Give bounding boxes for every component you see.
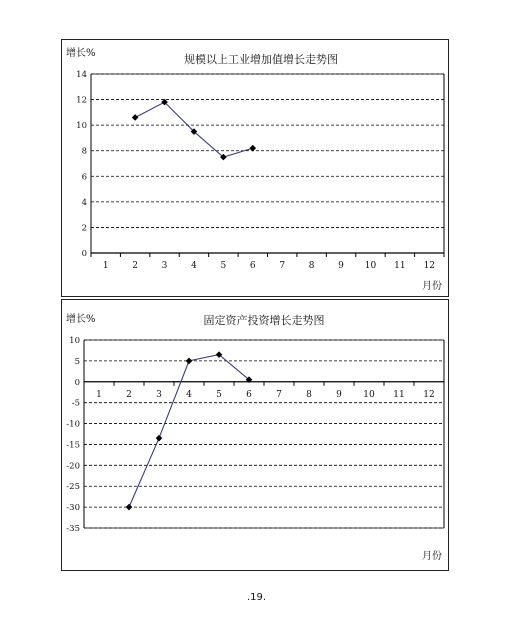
data-point-marker xyxy=(249,145,256,152)
x-tick-label: 11 xyxy=(394,261,406,271)
y-tick-label: 10 xyxy=(69,336,80,346)
industrial-growth-chart xyxy=(62,40,448,296)
y-axis-label: 增长% xyxy=(66,314,96,325)
y-tick-label: -25 xyxy=(66,482,80,493)
y-tick-label: 2 xyxy=(81,223,87,234)
data-point-marker xyxy=(132,114,139,121)
y-tick-label: 8 xyxy=(81,146,87,157)
x-tick-label: 9 xyxy=(338,261,344,271)
y-tick-label: -30 xyxy=(66,503,80,514)
x-tick-label: 3 xyxy=(161,261,168,271)
y-tick-label: 0 xyxy=(74,377,80,388)
x-tick-label: 10 xyxy=(364,261,377,271)
x-tick-label: 6 xyxy=(246,389,252,400)
y-tick-label: 12 xyxy=(76,95,87,106)
chart-title: 规模以上工业增加值增长走势图 xyxy=(184,53,338,66)
x-tick-label: 3 xyxy=(156,389,162,400)
data-point-marker xyxy=(126,504,133,511)
fixed-asset-investment-chart xyxy=(62,300,448,570)
x-tick-label: 4 xyxy=(191,261,197,271)
series-line xyxy=(129,355,249,507)
y-tick-label: 0 xyxy=(81,249,87,259)
x-axis-label: 月份 xyxy=(422,281,442,292)
x-tick-label: 9 xyxy=(336,389,342,400)
x-tick-label: 7 xyxy=(276,389,282,400)
x-tick-label: 12 xyxy=(423,389,435,400)
y-axis-label: 增长% xyxy=(66,48,96,59)
data-point-marker xyxy=(156,435,163,442)
chart-panel-industrial-growth xyxy=(61,39,449,297)
x-tick-label: 8 xyxy=(308,261,315,271)
y-tick-label: 10 xyxy=(76,121,87,132)
y-tick-label: 6 xyxy=(81,172,87,183)
y-tick-label: -5 xyxy=(71,398,80,409)
y-tick-label: 5 xyxy=(74,356,80,367)
chart-panel-fixed-asset-investment xyxy=(61,299,449,571)
x-tick-label: 5 xyxy=(220,261,227,271)
y-tick-label: -15 xyxy=(66,440,80,451)
x-tick-label: 5 xyxy=(216,389,222,400)
x-axis-label: 月份 xyxy=(422,551,442,562)
data-point-marker xyxy=(186,358,193,365)
page-number: .19. xyxy=(246,592,267,603)
x-tick-label: 2 xyxy=(132,261,138,271)
y-tick-label: -35 xyxy=(66,524,80,534)
x-tick-label: 1 xyxy=(96,389,102,400)
x-tick-label: 12 xyxy=(423,261,436,271)
chart-title: 固定资产投资增长走势图 xyxy=(203,314,325,327)
x-tick-label: 4 xyxy=(186,389,192,400)
x-tick-label: 1 xyxy=(102,261,109,271)
x-tick-label: 7 xyxy=(279,261,286,271)
x-tick-label: 10 xyxy=(363,389,375,400)
y-tick-label: 4 xyxy=(81,197,87,208)
y-tick-label: -10 xyxy=(66,419,80,430)
x-tick-label: 8 xyxy=(306,389,312,400)
y-tick-label: 14 xyxy=(76,70,87,80)
x-tick-label: 2 xyxy=(126,389,132,400)
x-tick-label: 11 xyxy=(393,389,405,400)
x-tick-label: 6 xyxy=(249,261,256,271)
y-tick-label: -20 xyxy=(66,461,80,472)
